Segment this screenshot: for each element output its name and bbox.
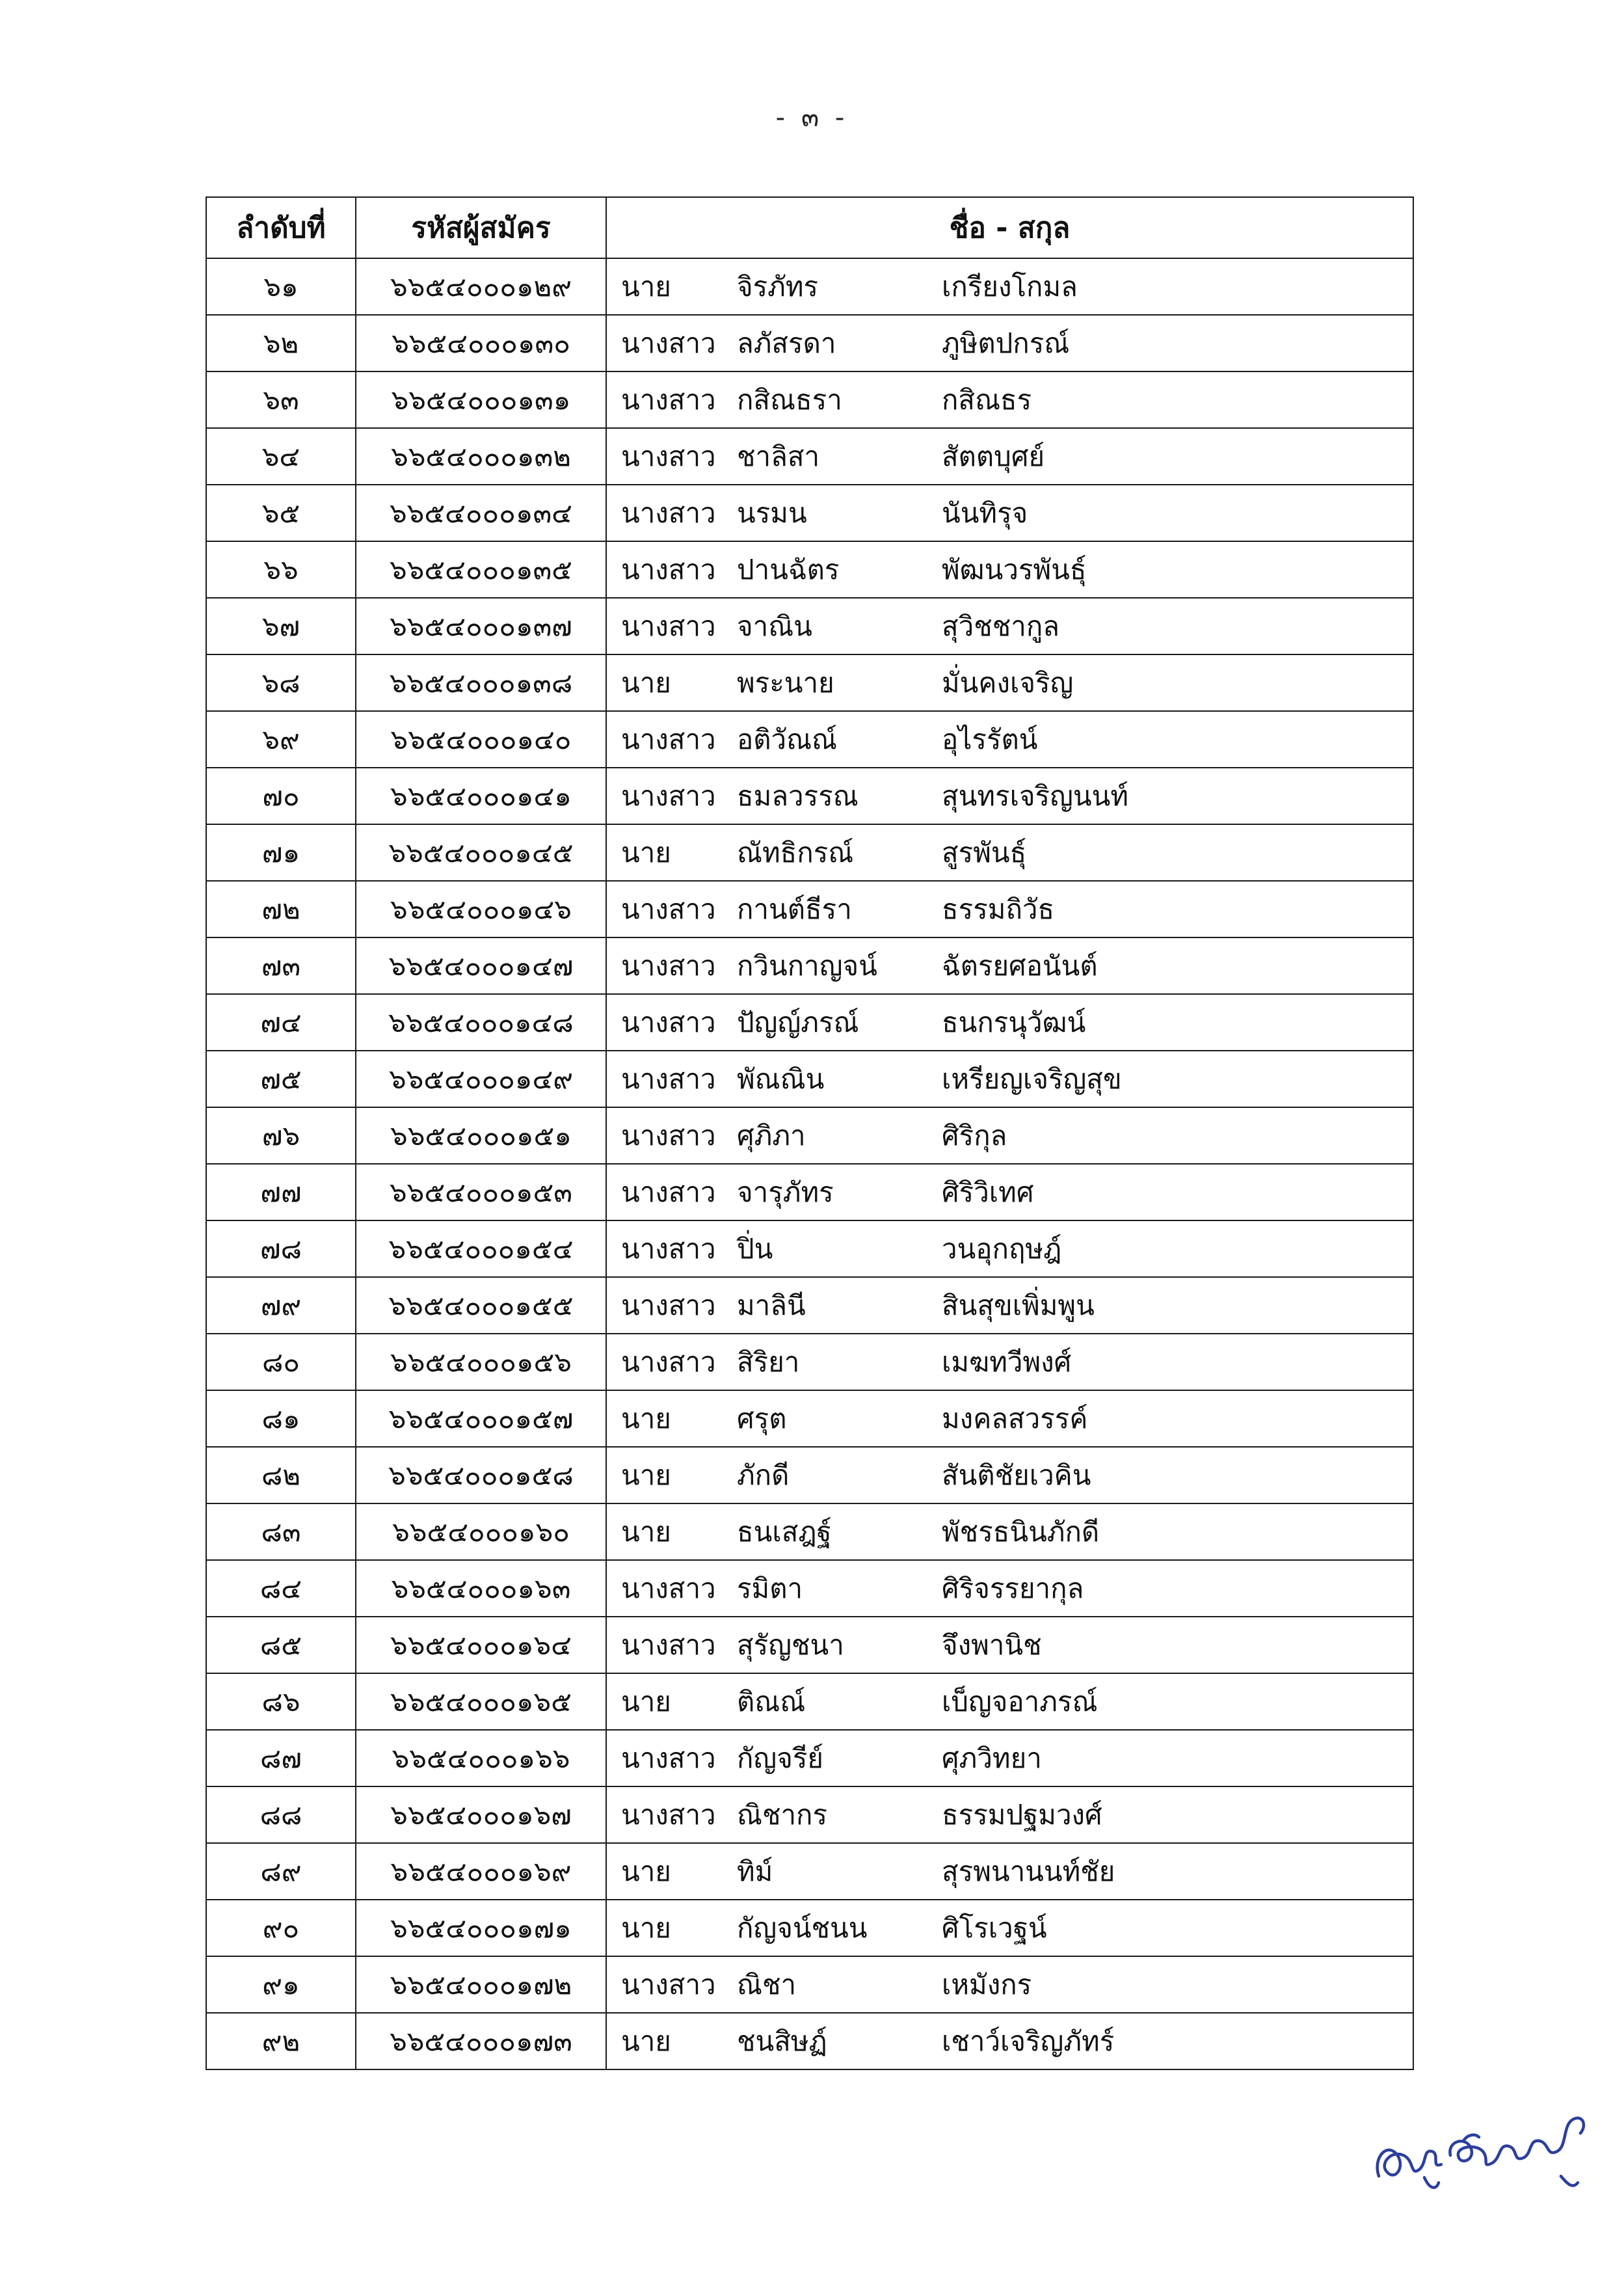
first-name: ชนสิษฏ์ bbox=[737, 2025, 827, 2057]
table-row bbox=[206, 1107, 1413, 1164]
last-name: พัฒนวรพันธุ์ bbox=[942, 553, 1087, 586]
applicant-code: ๖๖๕๔๐๐๐๑๖๓ bbox=[356, 1560, 606, 1617]
first-name: จาณิน bbox=[737, 610, 812, 642]
table-row bbox=[206, 711, 1413, 768]
full-name-cell bbox=[606, 937, 1413, 994]
first-name: พัณณิน bbox=[737, 1062, 825, 1095]
last-name: สูรพันธุ์ bbox=[942, 836, 1027, 869]
row-index: ๖๕ bbox=[206, 485, 356, 541]
applicant-code: ๖๖๕๔๐๐๐๑๖๐ bbox=[356, 1503, 606, 1560]
applicant-code: ๖๖๕๔๐๐๐๑๖๗ bbox=[356, 1786, 606, 1843]
full-name bbox=[607, 429, 1413, 484]
full-name-cell bbox=[606, 1956, 1413, 2013]
table-row bbox=[206, 1164, 1413, 1220]
table-row bbox=[206, 1786, 1413, 1843]
full-name-cell bbox=[606, 1220, 1413, 1277]
row-index: ๘๖ bbox=[206, 1673, 356, 1730]
last-name: ศิโรเวฐน์ bbox=[942, 1911, 1047, 1944]
row-index: ๙๒ bbox=[206, 2013, 356, 2069]
full-name bbox=[607, 259, 1413, 314]
applicant-code: ๖๖๕๔๐๐๐๑๔๗ bbox=[356, 937, 606, 994]
full-name bbox=[607, 768, 1413, 824]
applicant-code: ๖๖๕๔๐๐๐๑๕๑ bbox=[356, 1107, 606, 1164]
full-name bbox=[607, 995, 1413, 1050]
full-name bbox=[607, 1221, 1413, 1276]
row-index: ๗๙ bbox=[206, 1277, 356, 1334]
full-name-cell bbox=[606, 824, 1413, 881]
applicant-code: ๖๖๕๔๐๐๐๑๖๕ bbox=[356, 1673, 606, 1730]
last-name: สัตตบุศย์ bbox=[942, 440, 1045, 472]
full-name bbox=[607, 655, 1413, 710]
applicant-code: ๖๖๕๔๐๐๐๑๕๗ bbox=[356, 1390, 606, 1447]
applicant-code: ๖๖๕๔๐๐๐๑๕๔ bbox=[356, 1220, 606, 1277]
table-row bbox=[206, 428, 1413, 485]
last-name: กสิณธร bbox=[942, 383, 1032, 416]
row-index: ๘๒ bbox=[206, 1447, 356, 1503]
name-prefix: นาย bbox=[621, 1911, 671, 1944]
first-name: ปัญญ์ภรณ์ bbox=[737, 1006, 859, 1038]
header-index: ลำดับที่ bbox=[206, 197, 356, 258]
name-prefix: นาย bbox=[621, 270, 671, 303]
table-row bbox=[206, 1730, 1413, 1786]
last-name: อุไรรัตน์ bbox=[942, 723, 1038, 755]
full-name bbox=[607, 316, 1413, 371]
last-name: เหรียญเจริญสุข bbox=[942, 1062, 1122, 1095]
applicant-code: ๖๖๕๔๐๐๐๑๗๓ bbox=[356, 2013, 606, 2069]
last-name: สันติชัยเวคิน bbox=[942, 1459, 1091, 1491]
row-index: ๖๑ bbox=[206, 258, 356, 315]
first-name: ชาลิสา bbox=[737, 440, 820, 472]
name-prefix: นางสาว bbox=[621, 1119, 716, 1152]
table-row bbox=[206, 654, 1413, 711]
full-name bbox=[607, 599, 1413, 654]
row-index: ๘๙ bbox=[206, 1843, 356, 1900]
applicant-code: ๖๖๕๔๐๐๐๑๖๖ bbox=[356, 1730, 606, 1786]
name-prefix: นางสาว bbox=[621, 496, 716, 529]
full-name-cell bbox=[606, 1051, 1413, 1107]
full-name bbox=[607, 1165, 1413, 1220]
applicant-code: ๖๖๕๔๐๐๐๑๖๙ bbox=[356, 1843, 606, 1900]
name-prefix: นางสาว bbox=[621, 1176, 716, 1208]
row-index: ๘๑ bbox=[206, 1390, 356, 1447]
full-name-cell bbox=[606, 315, 1413, 371]
first-name: กัญจน์ชนน bbox=[737, 1911, 868, 1944]
full-name bbox=[607, 2014, 1413, 2069]
full-name-cell bbox=[606, 1843, 1413, 1900]
full-name-cell bbox=[606, 1560, 1413, 1617]
applicant-code: ๖๖๕๔๐๐๐๑๓๒ bbox=[356, 428, 606, 485]
full-name bbox=[607, 1561, 1413, 1616]
table-row bbox=[206, 1673, 1413, 1730]
first-name: ลภัสรดา bbox=[737, 327, 836, 359]
name-prefix: นางสาว bbox=[621, 1798, 716, 1831]
applicant-code: ๖๖๕๔๐๐๐๑๔๑ bbox=[356, 768, 606, 824]
full-name bbox=[607, 372, 1413, 427]
first-name: มาลินี bbox=[737, 1289, 806, 1321]
full-name bbox=[607, 1900, 1413, 1956]
full-name-cell bbox=[606, 994, 1413, 1051]
full-name bbox=[607, 1448, 1413, 1503]
table-row bbox=[206, 1220, 1413, 1277]
full-name-cell bbox=[606, 1390, 1413, 1447]
row-index: ๖๒ bbox=[206, 315, 356, 371]
header-applicant-code: รหัสผู้สมัคร bbox=[356, 197, 606, 258]
first-name: จิรภัทร bbox=[737, 270, 819, 303]
row-index: ๖๘ bbox=[206, 654, 356, 711]
row-index: ๖๓ bbox=[206, 371, 356, 428]
first-name: นรมน bbox=[737, 496, 807, 529]
full-name-cell bbox=[606, 541, 1413, 598]
applicant-table bbox=[206, 196, 1414, 2070]
full-name-cell bbox=[606, 1900, 1413, 1956]
full-name bbox=[607, 1731, 1413, 1786]
table-row bbox=[206, 768, 1413, 824]
last-name: สุรพนานนท์ชัย bbox=[942, 1855, 1115, 1887]
last-name: เมฆทวีพงศ์ bbox=[942, 1345, 1072, 1378]
applicant-code: ๖๖๕๔๐๐๐๑๕๕ bbox=[356, 1277, 606, 1334]
row-index: ๘๐ bbox=[206, 1334, 356, 1390]
full-name-cell bbox=[606, 881, 1413, 937]
first-name: ทิม์ bbox=[737, 1855, 773, 1887]
name-prefix: นาย bbox=[621, 1855, 671, 1887]
full-name-cell bbox=[606, 428, 1413, 485]
table-row bbox=[206, 2013, 1413, 2069]
row-index: ๘๗ bbox=[206, 1730, 356, 1786]
table-row bbox=[206, 1617, 1413, 1673]
first-name: กวินกาญจน์ bbox=[737, 949, 877, 982]
first-name: กสิณธรา bbox=[737, 383, 842, 416]
applicant-code: ๖๖๕๔๐๐๐๑๖๔ bbox=[356, 1617, 606, 1673]
first-name: อติวัณณ์ bbox=[737, 723, 838, 755]
full-name-cell bbox=[606, 1786, 1413, 1843]
name-prefix: นางสาว bbox=[621, 1006, 716, 1038]
first-name: ปิ่น bbox=[737, 1232, 773, 1265]
full-name bbox=[607, 1334, 1413, 1390]
full-name-cell bbox=[606, 768, 1413, 824]
row-index: ๗๓ bbox=[206, 937, 356, 994]
full-name bbox=[607, 1278, 1413, 1333]
name-prefix: นางสาว bbox=[621, 383, 716, 416]
applicant-code: ๖๖๕๔๐๐๐๑๗๑ bbox=[356, 1900, 606, 1956]
full-name bbox=[607, 1391, 1413, 1446]
applicant-code: ๖๖๕๔๐๐๐๑๓๕ bbox=[356, 541, 606, 598]
applicant-code: ๖๖๕๔๐๐๐๑๔๙ bbox=[356, 1051, 606, 1107]
name-prefix: นางสาว bbox=[621, 893, 716, 925]
first-name: ณิชา bbox=[737, 1968, 797, 2000]
full-name bbox=[607, 1787, 1413, 1842]
name-prefix: นางสาว bbox=[621, 553, 716, 586]
first-name: สิริยา bbox=[737, 1345, 800, 1378]
name-prefix: นางสาว bbox=[621, 327, 716, 359]
last-name: ศิริกุล bbox=[942, 1119, 1007, 1152]
applicant-code: ๖๖๕๔๐๐๐๑๔๘ bbox=[356, 994, 606, 1051]
full-name-cell bbox=[606, 258, 1413, 315]
row-index: ๖๔ bbox=[206, 428, 356, 485]
full-name-cell bbox=[606, 485, 1413, 541]
table-row bbox=[206, 1503, 1413, 1560]
name-prefix: นางสาว bbox=[621, 1232, 716, 1265]
full-name-cell bbox=[606, 1617, 1413, 1673]
full-name-cell bbox=[606, 1447, 1413, 1503]
full-name-cell bbox=[606, 1503, 1413, 1560]
full-name bbox=[607, 825, 1413, 880]
table-row bbox=[206, 371, 1413, 428]
full-name-cell bbox=[606, 1164, 1413, 1220]
row-index: ๘๓ bbox=[206, 1503, 356, 1560]
table-row bbox=[206, 1956, 1413, 2013]
last-name: จึงพานิช bbox=[942, 1628, 1042, 1661]
table-row bbox=[206, 1447, 1413, 1503]
first-name: ศุภิภา bbox=[737, 1119, 806, 1152]
row-index: ๘๕ bbox=[206, 1617, 356, 1673]
row-index: ๖๖ bbox=[206, 541, 356, 598]
table-row bbox=[206, 1051, 1413, 1107]
row-index: ๗๘ bbox=[206, 1220, 356, 1277]
full-name-cell bbox=[606, 654, 1413, 711]
header-full-name: ชื่อ - สกุล bbox=[606, 197, 1413, 258]
name-prefix: นางสาว bbox=[621, 1968, 716, 2000]
page-number: - ๓ - bbox=[775, 103, 849, 133]
table-row bbox=[206, 1277, 1413, 1334]
name-prefix: นางสาว bbox=[621, 779, 716, 812]
first-name: ธมลวรรณ bbox=[737, 779, 859, 812]
last-name: เหมังกร bbox=[942, 1968, 1032, 2000]
last-name: สุวิชชากูล bbox=[942, 610, 1059, 642]
full-name bbox=[607, 485, 1413, 541]
table-body bbox=[206, 258, 1413, 2069]
first-name: ภักดี bbox=[737, 1459, 790, 1491]
last-name: มงคลสวรรค์ bbox=[942, 1402, 1088, 1435]
first-name: ณัทธิกรณ์ bbox=[737, 836, 854, 869]
name-prefix: นางสาว bbox=[621, 1062, 716, 1095]
full-name bbox=[607, 712, 1413, 767]
last-name: ธรรมปฐมวงศ์ bbox=[942, 1798, 1102, 1831]
name-prefix: นางสาว bbox=[621, 440, 716, 472]
row-index: ๘๘ bbox=[206, 1786, 356, 1843]
row-index: ๗๔ bbox=[206, 994, 356, 1051]
full-name-cell bbox=[606, 711, 1413, 768]
name-prefix: นาย bbox=[621, 1515, 671, 1548]
applicant-code: ๖๖๕๔๐๐๐๑๓๗ bbox=[356, 598, 606, 654]
last-name: สินสุขเพิ่มพูน bbox=[942, 1289, 1095, 1321]
name-prefix: นาย bbox=[621, 666, 671, 699]
full-name bbox=[607, 542, 1413, 597]
last-name: เชาว์เจริญภัทร์ bbox=[942, 2025, 1115, 2057]
first-name: ติณณ์ bbox=[737, 1685, 806, 1717]
table-header-row bbox=[206, 197, 1413, 258]
first-name: ณิชากร bbox=[737, 1798, 828, 1831]
row-index: ๗๖ bbox=[206, 1107, 356, 1164]
applicant-code: ๖๖๕๔๐๐๐๑๓๑ bbox=[356, 371, 606, 428]
last-name: ฉัตรยศอนันต์ bbox=[942, 949, 1098, 982]
last-name: นันทิรุจ bbox=[942, 496, 1028, 529]
row-index: ๗๒ bbox=[206, 881, 356, 937]
applicant-code: ๖๖๕๔๐๐๐๑๔๐ bbox=[356, 711, 606, 768]
full-name bbox=[607, 938, 1413, 993]
full-name-cell bbox=[606, 1334, 1413, 1390]
last-name: ศิริวิเทศ bbox=[942, 1176, 1034, 1208]
last-name: ธนกรนุวัฒน์ bbox=[942, 1006, 1086, 1038]
table-row bbox=[206, 1560, 1413, 1617]
full-name bbox=[607, 1051, 1413, 1107]
row-index: ๘๔ bbox=[206, 1560, 356, 1617]
applicant-code: ๖๖๕๔๐๐๐๑๔๕ bbox=[356, 824, 606, 881]
applicant-code: ๖๖๕๔๐๐๐๑๓๔ bbox=[356, 485, 606, 541]
applicant-code: ๖๖๕๔๐๐๐๑๕๘ bbox=[356, 1447, 606, 1503]
last-name: ศิริจรรยากุล bbox=[942, 1572, 1084, 1604]
name-prefix: นางสาว bbox=[621, 723, 716, 755]
row-index: ๗๐ bbox=[206, 768, 356, 824]
row-index: ๗๗ bbox=[206, 1164, 356, 1220]
table-row bbox=[206, 881, 1413, 937]
name-prefix: นางสาว bbox=[621, 610, 716, 642]
table-row bbox=[206, 258, 1413, 315]
table-row bbox=[206, 824, 1413, 881]
table-row bbox=[206, 598, 1413, 654]
applicant-code: ๖๖๕๔๐๐๐๑๕๓ bbox=[356, 1164, 606, 1220]
applicant-code: ๖๖๕๔๐๐๐๑๓๘ bbox=[356, 654, 606, 711]
full-name-cell bbox=[606, 598, 1413, 654]
name-prefix: นาย bbox=[621, 1685, 671, 1717]
first-name: พระนาย bbox=[737, 666, 834, 699]
full-name bbox=[607, 1504, 1413, 1559]
table-row bbox=[206, 994, 1413, 1051]
applicant-code: ๖๖๕๔๐๐๐๑๒๙ bbox=[356, 258, 606, 315]
first-name: ศรุต bbox=[737, 1402, 787, 1435]
full-name bbox=[607, 1617, 1413, 1673]
full-name bbox=[607, 1957, 1413, 2012]
first-name: กัญจรีย์ bbox=[737, 1742, 823, 1774]
table-row bbox=[206, 1334, 1413, 1390]
last-name: เกรียงโกมล bbox=[942, 270, 1078, 303]
full-name-cell bbox=[606, 1277, 1413, 1334]
name-prefix: นาย bbox=[621, 1459, 671, 1491]
first-name: จารุภัทร bbox=[737, 1176, 834, 1208]
applicant-code: ๖๖๕๔๐๐๐๑๗๒ bbox=[356, 1956, 606, 2013]
full-name-cell bbox=[606, 1107, 1413, 1164]
name-prefix: นางสาว bbox=[621, 1345, 716, 1378]
first-name: สุรัญชนา bbox=[737, 1628, 844, 1661]
first-name: ธนเสฎฐ์ bbox=[737, 1515, 832, 1548]
table-row bbox=[206, 1843, 1413, 1900]
first-name: กานต์ธีรา bbox=[737, 893, 852, 925]
applicant-code: ๖๖๕๔๐๐๐๑๓๐ bbox=[356, 315, 606, 371]
applicant-code: ๖๖๕๔๐๐๐๑๕๖ bbox=[356, 1334, 606, 1390]
table-row bbox=[206, 937, 1413, 994]
row-index: ๗๑ bbox=[206, 824, 356, 881]
name-prefix: นาย bbox=[621, 836, 671, 869]
row-index: ๙๑ bbox=[206, 1956, 356, 2013]
full-name-cell bbox=[606, 371, 1413, 428]
full-name bbox=[607, 1844, 1413, 1899]
row-index: ๗๕ bbox=[206, 1051, 356, 1107]
table-row bbox=[206, 485, 1413, 541]
full-name-cell bbox=[606, 1673, 1413, 1730]
name-prefix: นาย bbox=[621, 1402, 671, 1435]
last-name: ภูษิตปกรณ์ bbox=[942, 327, 1070, 359]
full-name bbox=[607, 882, 1413, 937]
full-name bbox=[607, 1674, 1413, 1729]
table-row bbox=[206, 1900, 1413, 1956]
last-name: สุนทรเจริญนนท์ bbox=[942, 779, 1129, 812]
full-name-cell bbox=[606, 2013, 1413, 2069]
last-name: พัชรธนินภักดี bbox=[942, 1515, 1100, 1548]
row-index: ๖๗ bbox=[206, 598, 356, 654]
full-name-cell bbox=[606, 1730, 1413, 1786]
full-name bbox=[607, 1108, 1413, 1163]
last-name: ธรรมถิวัธ bbox=[942, 893, 1055, 925]
name-prefix: นางสาว bbox=[621, 949, 716, 982]
name-prefix: นางสาว bbox=[621, 1289, 716, 1321]
row-index: ๖๙ bbox=[206, 711, 356, 768]
first-name: รมิตา bbox=[737, 1572, 803, 1604]
last-name: มั่นคงเจริญ bbox=[942, 666, 1074, 699]
name-prefix: นางสาว bbox=[621, 1572, 716, 1604]
last-name: วนอุกฤษฎ์ bbox=[942, 1232, 1062, 1265]
last-name: เบ็ญจอาภรณ์ bbox=[942, 1685, 1098, 1717]
handwritten-signature bbox=[1353, 2079, 1600, 2202]
first-name: ปานฉัตร bbox=[737, 553, 840, 586]
row-index: ๙๐ bbox=[206, 1900, 356, 1956]
table-row bbox=[206, 541, 1413, 598]
name-prefix: นาย bbox=[621, 2025, 671, 2057]
name-prefix: นางสาว bbox=[621, 1628, 716, 1661]
last-name: ศุภวิทยา bbox=[942, 1742, 1042, 1774]
table-row bbox=[206, 315, 1413, 371]
name-prefix: นางสาว bbox=[621, 1742, 716, 1774]
table-row bbox=[206, 1390, 1413, 1447]
applicant-code: ๖๖๕๔๐๐๐๑๔๖ bbox=[356, 881, 606, 937]
